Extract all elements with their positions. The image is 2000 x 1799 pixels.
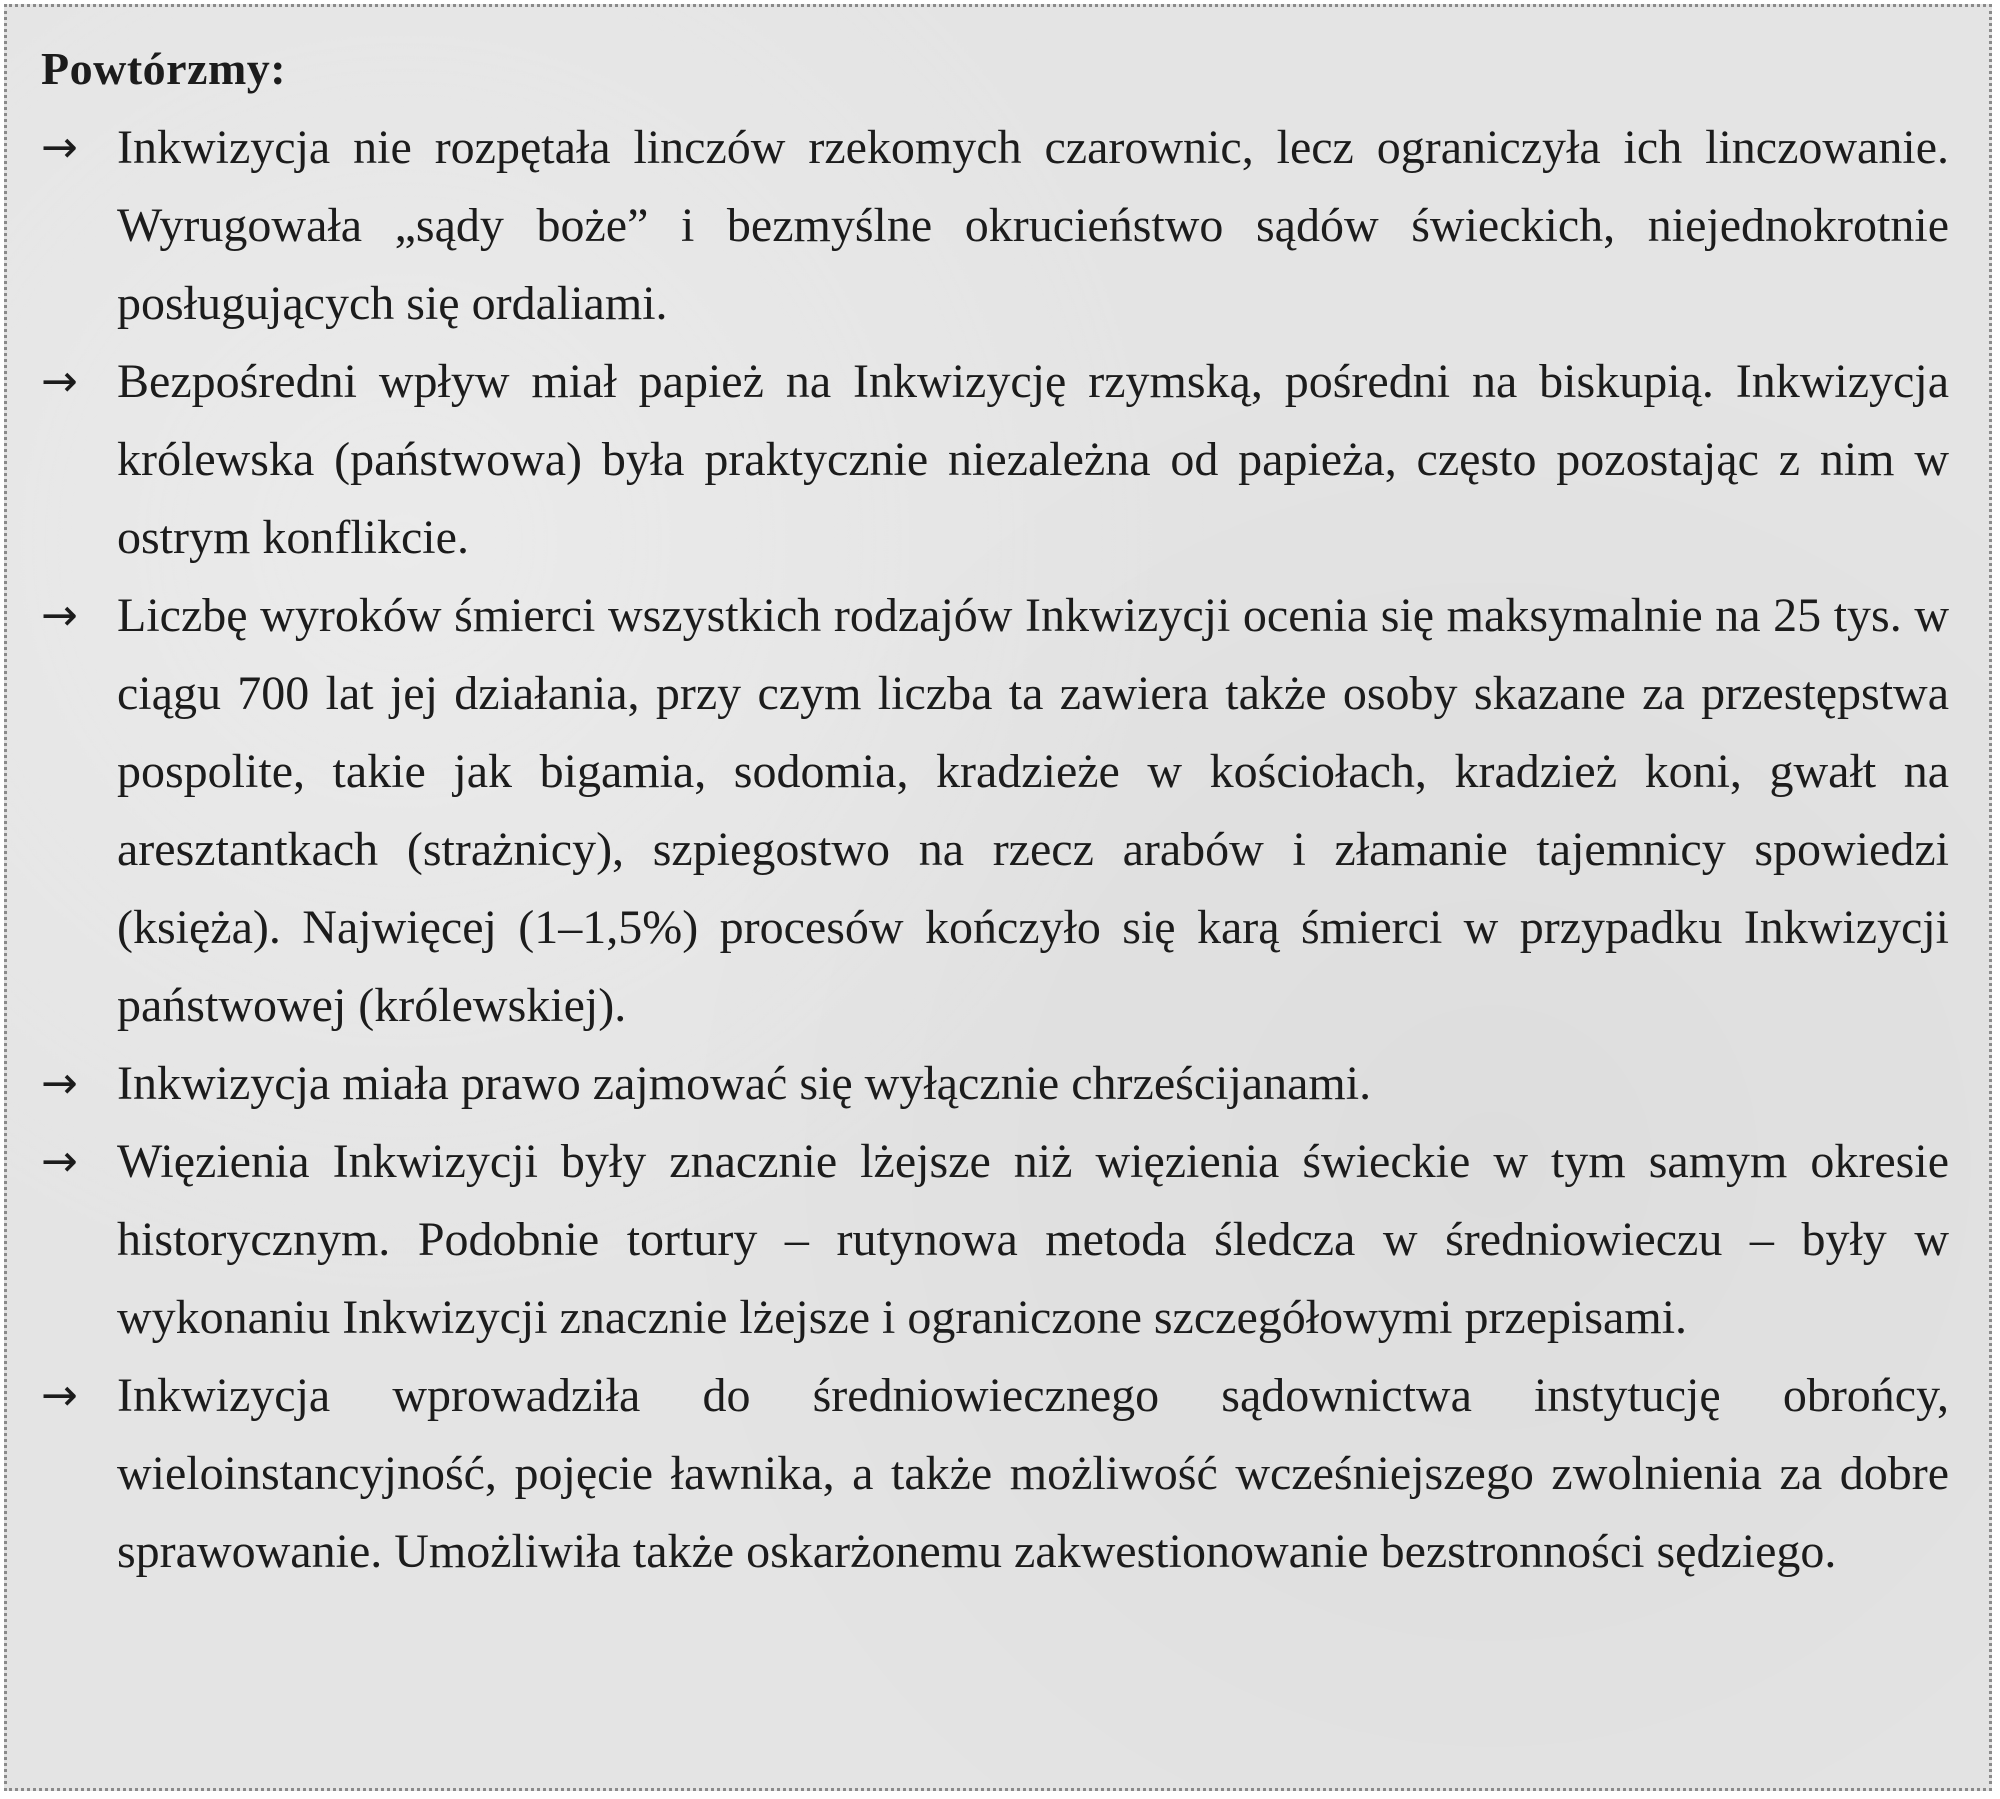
summary-box (4, 4, 1992, 1791)
list-item (41, 1357, 1949, 1591)
list-item (41, 343, 1949, 577)
summary-list (41, 109, 1949, 1591)
right-arrow-icon: → (41, 590, 78, 641)
list-item (41, 577, 1949, 1045)
list-item (41, 1123, 1949, 1357)
list-item-text: Inkwizycja miała prawo zajmować się wyłącznie chrześcijanami. (117, 1057, 1372, 1110)
list-item-text: Więzienia Inkwizycji były znacznie lżejsze niż więzienia świeckie w tym samym okresie historycznym. Podobnie tortury – rutynowa metoda śledcza w średniowieczu – były w wykonaniu Inkwizycji znacznie lżejsze i ograniczone szczegółowymi przepisami. (117, 1135, 1949, 1344)
right-arrow-icon: → (41, 1058, 78, 1109)
list-item-text: Inkwizycja wprowadziła do średniowiecznego sądownictwa instytucję obrońcy, wieloinstancyjność, pojęcie ławnika, a także możliwość wcześniejszego zwolnienia za dobre sprawowanie. Umożliwiła także oskarżonemu zakwestionowanie bezstronności sędziego. (117, 1369, 1949, 1578)
list-item-text: Liczbę wyroków śmierci wszystkich rodzajów Inkwizycji ocenia się maksymalnie na 25 tys. w ciągu 700 lat jej działania, przy czym liczba ta zawiera także osoby skazane za przestępstwa pospolite, takie jak bigamia, sodomia, kradzieże w kościołach, kradzież koni, gwałt na aresztantkach (strażnicy), szpiegostwo na rzecz arabów i złamanie tajemnicy spowiedzi (księża). Najwięcej (1–1,5%) procesów kończyło się karą śmierci w przypadku Inkwizycji państwowej (królewskiej). (117, 589, 1949, 1032)
right-arrow-icon: → (41, 1370, 78, 1421)
right-arrow-icon: → (41, 122, 78, 173)
right-arrow-icon: → (41, 1136, 78, 1187)
right-arrow-icon: → (41, 356, 78, 407)
list-item (41, 1045, 1949, 1123)
box-title: Powtórzmy: (41, 43, 287, 94)
list-item-text: Inkwizycja nie rozpętała linczów rzekomych czarownic, lecz ograniczyła ich linczowanie. Wyrugowała „sądy boże” i bezmyślne okrucieństwo sądów świeckich, niejednokrotnie posługujących się ordaliami. (117, 121, 1949, 330)
list-item-text: Bezpośredni wpływ miał papież na Inkwizycję rzymską, pośredni na biskupią. Inkwizycja królewska (państwowa) była praktycznie niezależna od papieża, często pozostając z nim w ostrym konflikcie. (117, 355, 1949, 564)
list-item (41, 109, 1949, 343)
